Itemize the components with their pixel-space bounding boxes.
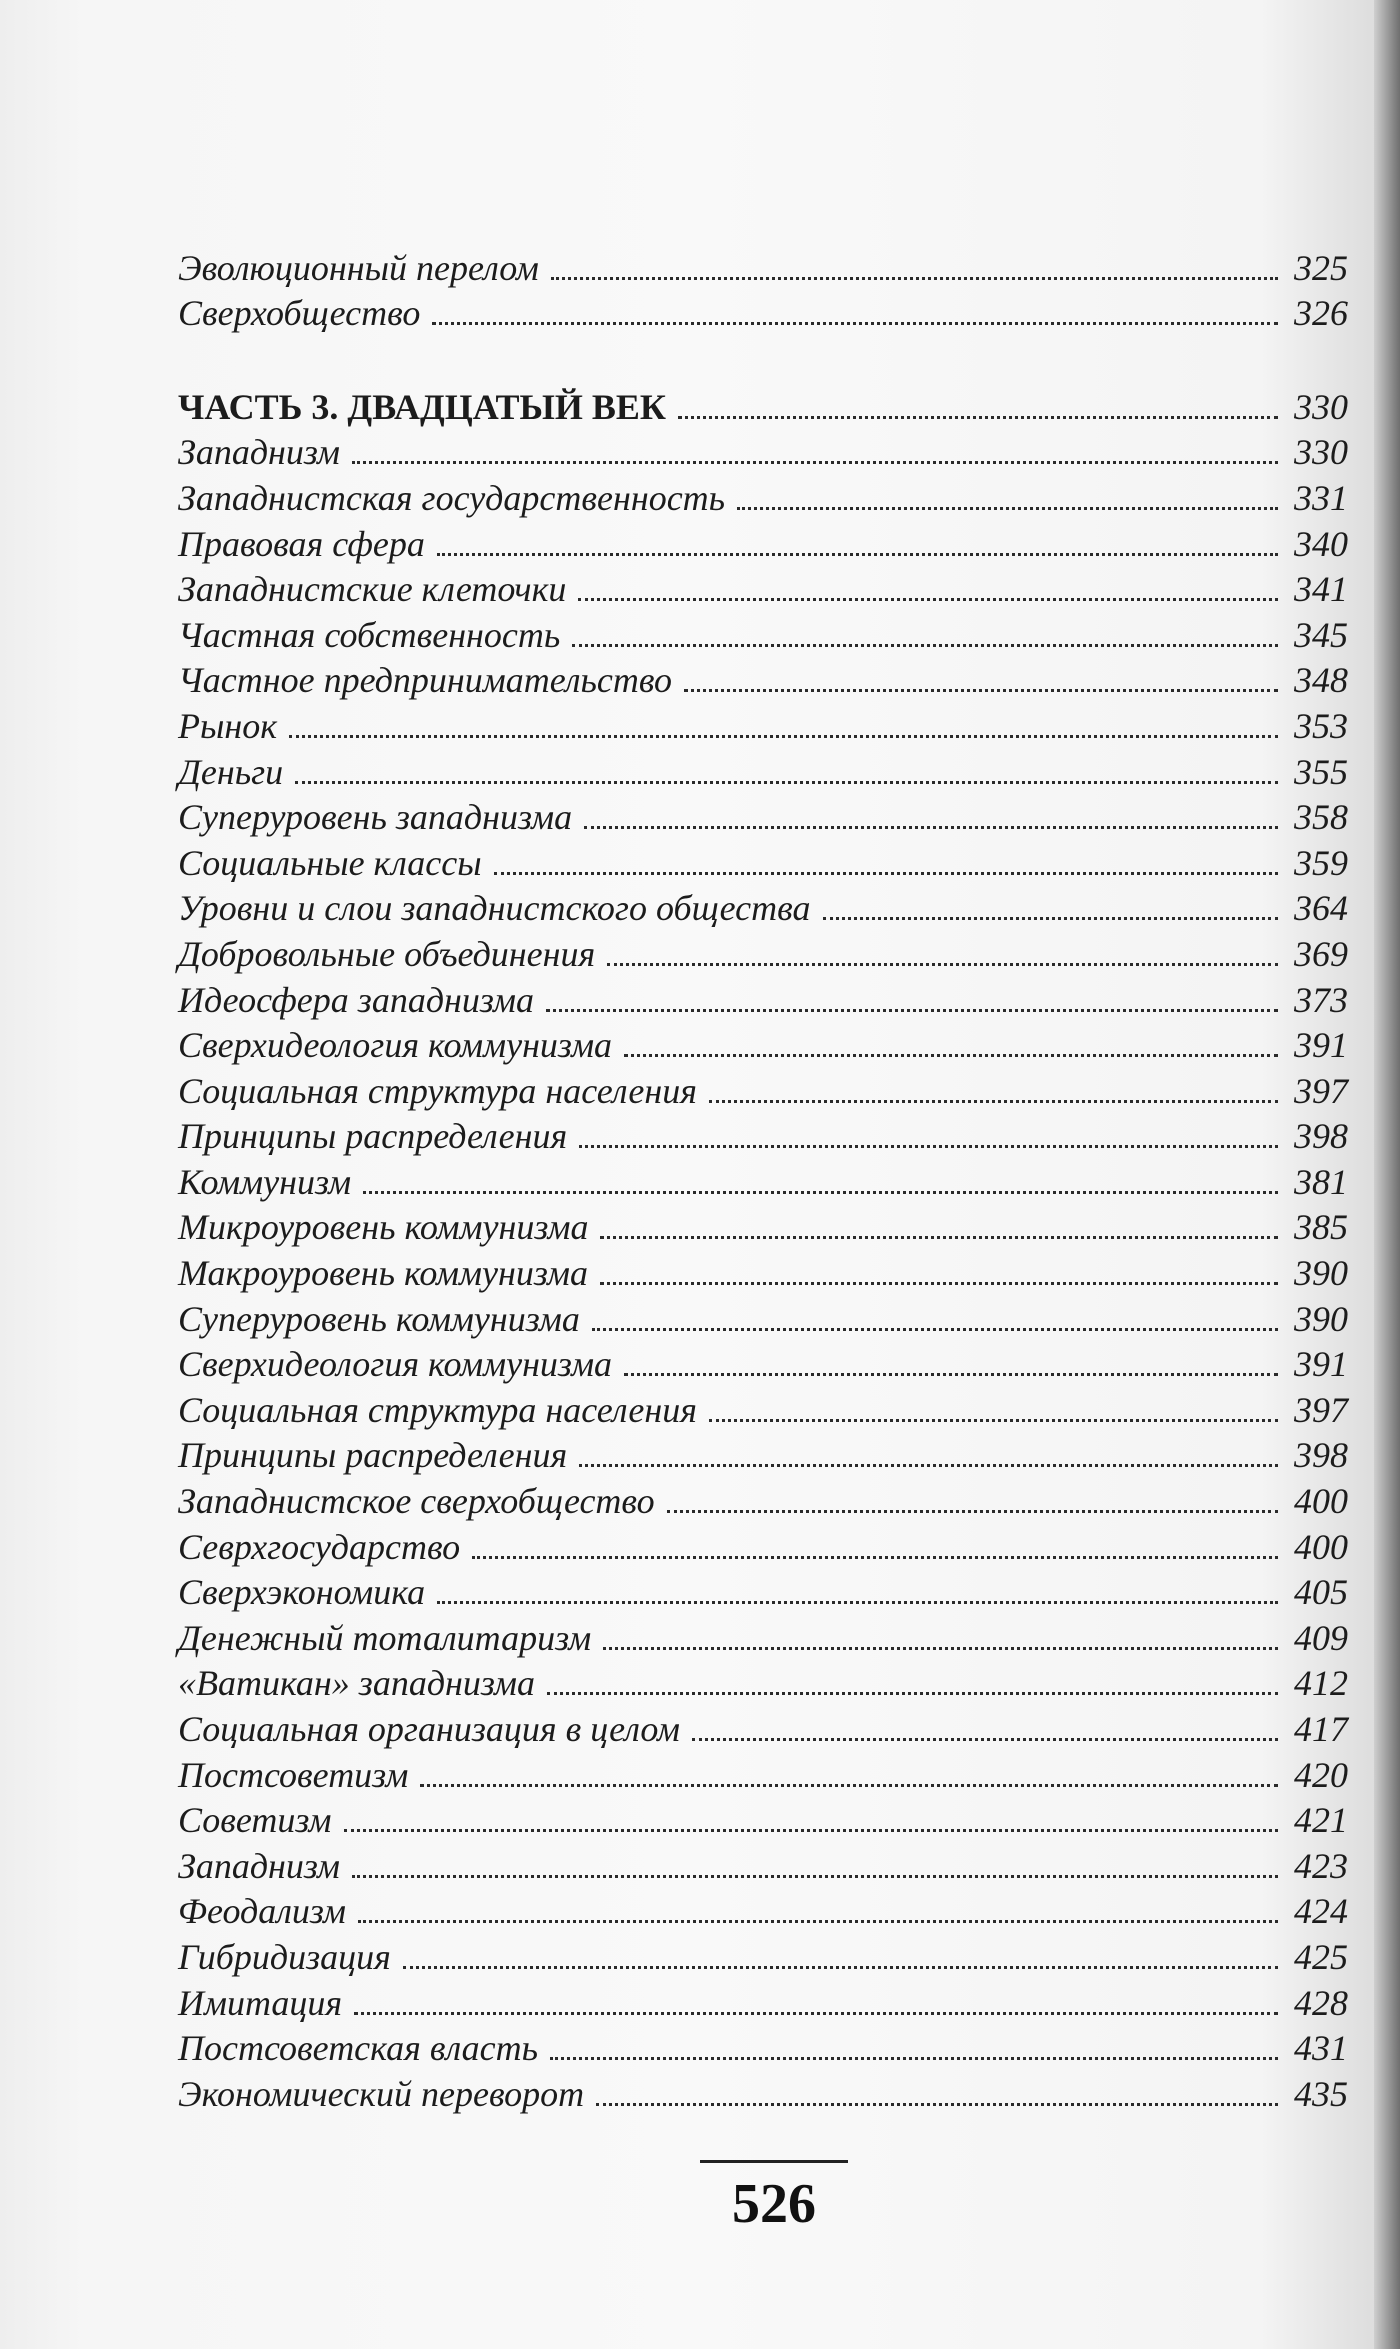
toc-entry bbox=[178, 1887, 1348, 1933]
toc-entry bbox=[178, 929, 1348, 975]
leader-dots bbox=[600, 1282, 1278, 1285]
toc-entry-title: Денежный тоталитаризм bbox=[178, 1617, 592, 1658]
toc-entry-title: Западнизм bbox=[178, 1845, 341, 1886]
page-number: 526 bbox=[732, 2173, 816, 2235]
toc-entry bbox=[178, 473, 1348, 519]
toc-entry-page: 435 bbox=[1294, 2073, 1348, 2114]
toc-entry bbox=[178, 793, 1348, 839]
toc-entry-title: Уровни и слои западнистского общества bbox=[178, 888, 811, 929]
toc-entry-page: 425 bbox=[1294, 1936, 1348, 1977]
toc-entry bbox=[178, 1568, 1348, 1614]
leader-dots bbox=[403, 1966, 1278, 1969]
toc-entry-page: 409 bbox=[1294, 1617, 1348, 1658]
toc-entry-page: 358 bbox=[1294, 797, 1348, 838]
toc-entry-page: 417 bbox=[1294, 1709, 1348, 1749]
toc-entry-page: 364 bbox=[1294, 888, 1348, 929]
toc-entry-page: 341 bbox=[1294, 569, 1348, 610]
leader-dots bbox=[547, 1692, 1278, 1695]
toc-entry-title: Советизм bbox=[178, 1800, 332, 1841]
toc-entry-title: «Ватикан» западнизма bbox=[178, 1663, 536, 1704]
toc-entry-page: 405 bbox=[1294, 1572, 1348, 1613]
toc-entry-title: Правовая сфера bbox=[178, 523, 425, 564]
leader-dots bbox=[692, 1738, 1278, 1741]
toc-entry-page: 330 bbox=[1294, 386, 1348, 427]
toc-entry bbox=[178, 1613, 1348, 1659]
toc-entry-page: 355 bbox=[1294, 751, 1348, 792]
toc-entry-page: 398 bbox=[1294, 1116, 1348, 1157]
toc-entry-title: Западнизм bbox=[178, 432, 341, 473]
toc-entry bbox=[178, 1932, 1348, 1978]
leader-dots bbox=[295, 781, 1278, 784]
toc-entry-title: Сверхобщество bbox=[178, 293, 421, 334]
toc-entry-page: 423 bbox=[1294, 1845, 1348, 1886]
toc-entry bbox=[178, 565, 1348, 611]
leader-dots bbox=[579, 1464, 1278, 1467]
toc-entry-title: Суперуровень западнизма bbox=[178, 797, 573, 838]
toc-entry-title: Сверхидеология коммунизма bbox=[178, 1344, 613, 1385]
toc-entry bbox=[178, 975, 1348, 1021]
folio-rule bbox=[700, 2160, 848, 2163]
toc-entry bbox=[178, 1841, 1348, 1887]
toc-entry-title: Социальная организация в целом bbox=[178, 1709, 680, 1749]
toc-part-heading bbox=[178, 382, 1348, 428]
table-of-contents bbox=[178, 243, 1348, 2115]
leader-dots bbox=[578, 598, 1278, 601]
leader-dots bbox=[354, 2012, 1278, 2015]
toc-entry-title: Севрхгосударство bbox=[178, 1526, 461, 1567]
toc-entry bbox=[178, 1522, 1348, 1568]
toc-entry-title: Коммунизм bbox=[178, 1161, 352, 1202]
toc-entry bbox=[178, 1431, 1348, 1477]
toc-entry bbox=[178, 289, 1348, 335]
toc-entry-title: Идеосфера западнизма bbox=[178, 979, 535, 1020]
toc-entry-page: 421 bbox=[1294, 1800, 1348, 1841]
toc-entry bbox=[178, 1294, 1348, 1340]
toc-entry-title: Частное предпринимательство bbox=[178, 660, 673, 701]
toc-entry-page: 424 bbox=[1294, 1891, 1348, 1932]
toc-entry-page: 359 bbox=[1294, 842, 1348, 883]
toc-entry-title: Суперуровень коммунизма bbox=[178, 1298, 580, 1339]
toc-entry-page: 385 bbox=[1294, 1207, 1348, 1248]
toc-entry-page: 397 bbox=[1294, 1389, 1348, 1430]
toc-entry-page: 420 bbox=[1294, 1754, 1348, 1795]
toc-entry-page: 340 bbox=[1294, 523, 1348, 564]
toc-entry bbox=[178, 1112, 1348, 1158]
leader-dots bbox=[420, 1784, 1278, 1787]
leader-dots bbox=[550, 2057, 1278, 2060]
toc-entry-page: 330 bbox=[1294, 432, 1348, 473]
toc-entry bbox=[178, 243, 1348, 289]
toc-entry-title: Социальная структура населения bbox=[178, 1389, 697, 1430]
toc-entry-title: ЧАСТЬ 3. ДВАДЦАТЫЙ ВЕК bbox=[178, 386, 667, 427]
leader-dots bbox=[709, 1419, 1278, 1422]
toc-entry bbox=[178, 519, 1348, 565]
leader-dots bbox=[437, 553, 1278, 556]
leader-dots bbox=[592, 1328, 1278, 1331]
toc-entry bbox=[178, 884, 1348, 930]
leader-dots bbox=[546, 1009, 1278, 1012]
leader-dots bbox=[432, 322, 1278, 325]
toc-entry bbox=[178, 610, 1348, 656]
leader-dots bbox=[607, 963, 1278, 966]
leader-dots bbox=[624, 1373, 1278, 1376]
toc-entry bbox=[178, 1385, 1348, 1431]
toc-entry-title: Гибридизация bbox=[178, 1936, 391, 1977]
leader-dots bbox=[603, 1647, 1278, 1650]
toc-entry bbox=[178, 1659, 1348, 1705]
toc-entry-page: 369 bbox=[1294, 933, 1348, 974]
toc-entry bbox=[178, 1157, 1348, 1203]
toc-entry-title: Имитация bbox=[178, 1982, 343, 2023]
leader-dots bbox=[572, 644, 1278, 647]
toc-entry-page: 391 bbox=[1294, 1344, 1348, 1385]
toc-entry-page: 325 bbox=[1294, 247, 1348, 288]
toc-entry-title: Частная собственность bbox=[178, 614, 561, 655]
toc-entry-title: Эволюционный перелом bbox=[178, 247, 539, 288]
toc-entry-title: Западнистское сверхобщество bbox=[178, 1481, 655, 1522]
toc-entry-page: 412 bbox=[1294, 1663, 1348, 1704]
toc-entry bbox=[178, 1978, 1348, 2024]
toc-entry-title: Сверхэкономика bbox=[178, 1572, 426, 1613]
toc-entry-page: 326 bbox=[1294, 293, 1348, 334]
toc-entry-title: Западнистские клеточки bbox=[178, 569, 567, 610]
toc-entry bbox=[178, 1203, 1348, 1249]
toc-entry-page: 428 bbox=[1294, 1982, 1348, 2023]
toc-entry-title: Принципы распределения bbox=[178, 1435, 568, 1476]
toc-entry bbox=[178, 838, 1348, 884]
toc-entry-page: 345 bbox=[1294, 614, 1348, 655]
toc-entry-page: 390 bbox=[1294, 1298, 1348, 1339]
toc-entry-title: Экономический переворот bbox=[178, 2073, 585, 2114]
toc-entry bbox=[178, 701, 1348, 747]
toc-entry bbox=[178, 1340, 1348, 1386]
toc-entry-page: 400 bbox=[1294, 1526, 1348, 1567]
leader-dots bbox=[579, 1145, 1278, 1148]
leader-dots bbox=[584, 826, 1278, 829]
toc-entry-title: Рынок bbox=[178, 705, 278, 746]
toc-entry bbox=[178, 1476, 1348, 1522]
toc-entry-page: 373 bbox=[1294, 979, 1348, 1020]
toc-entry-page: 431 bbox=[1294, 2028, 1348, 2069]
toc-entry-page: 348 bbox=[1294, 660, 1348, 701]
toc-entry-title: Постсоветизм bbox=[178, 1754, 409, 1795]
toc-entry-title: Деньги bbox=[178, 751, 284, 792]
toc-entry-title: Сверхидеология коммунизма bbox=[178, 1025, 613, 1066]
leader-dots bbox=[358, 1920, 1278, 1923]
toc-entry-page: 391 bbox=[1294, 1025, 1348, 1066]
toc-entry-title: Социальные классы bbox=[178, 842, 482, 883]
toc-entry-page: 390 bbox=[1294, 1253, 1348, 1294]
leader-dots bbox=[494, 872, 1278, 875]
toc-entry-title: Добровольные объединения bbox=[178, 933, 596, 974]
leader-dots bbox=[678, 416, 1278, 419]
toc-entry-title: Микроуровень коммунизма bbox=[178, 1207, 589, 1248]
leader-dots bbox=[737, 507, 1278, 510]
toc-entry bbox=[178, 2024, 1348, 2070]
toc-entry-page: 398 bbox=[1294, 1435, 1348, 1476]
toc-entry bbox=[178, 1248, 1348, 1294]
leader-dots bbox=[624, 1054, 1278, 1057]
leader-dots bbox=[823, 917, 1278, 920]
leader-dots bbox=[709, 1100, 1278, 1103]
leader-dots bbox=[352, 461, 1278, 464]
page-edge-shadow bbox=[1374, 0, 1400, 2349]
leader-dots bbox=[472, 1556, 1278, 1559]
leader-dots bbox=[684, 689, 1278, 692]
toc-entry-title: Западнистская государственность bbox=[178, 477, 726, 518]
toc-entry-page: 400 bbox=[1294, 1481, 1348, 1522]
leader-dots bbox=[596, 2103, 1278, 2106]
toc-entry-page: 353 bbox=[1294, 705, 1348, 746]
leader-dots bbox=[289, 735, 1278, 738]
toc-entry-title: Принципы распределения bbox=[178, 1116, 568, 1157]
leader-dots bbox=[600, 1236, 1278, 1239]
toc-entry bbox=[178, 428, 1348, 474]
leader-dots bbox=[551, 277, 1278, 280]
leader-dots bbox=[437, 1601, 1278, 1604]
toc-entry bbox=[178, 1704, 1348, 1750]
toc-entry bbox=[178, 1796, 1348, 1842]
toc-entry bbox=[178, 2069, 1348, 2115]
toc-entry-page: 331 bbox=[1294, 477, 1348, 518]
toc-entry-title: Социальная структура населения bbox=[178, 1070, 697, 1111]
toc-entry-page: 381 bbox=[1294, 1161, 1348, 1202]
toc-entry-title: Феодализм bbox=[178, 1891, 347, 1932]
leader-dots bbox=[344, 1829, 1278, 1832]
leader-dots bbox=[363, 1191, 1278, 1194]
toc-entry-title: Макроуровень коммунизма bbox=[178, 1253, 588, 1294]
toc-entry bbox=[178, 656, 1348, 702]
toc-entry bbox=[178, 1066, 1348, 1112]
toc-entry-page: 397 bbox=[1294, 1070, 1348, 1111]
toc-entry bbox=[178, 1750, 1348, 1796]
toc-entry bbox=[178, 747, 1348, 793]
leader-dots bbox=[352, 1875, 1278, 1878]
leader-dots bbox=[667, 1510, 1278, 1513]
toc-entry bbox=[178, 1021, 1348, 1067]
toc-entry-title: Постсоветская власть bbox=[178, 2028, 538, 2069]
spacer bbox=[178, 334, 1348, 382]
